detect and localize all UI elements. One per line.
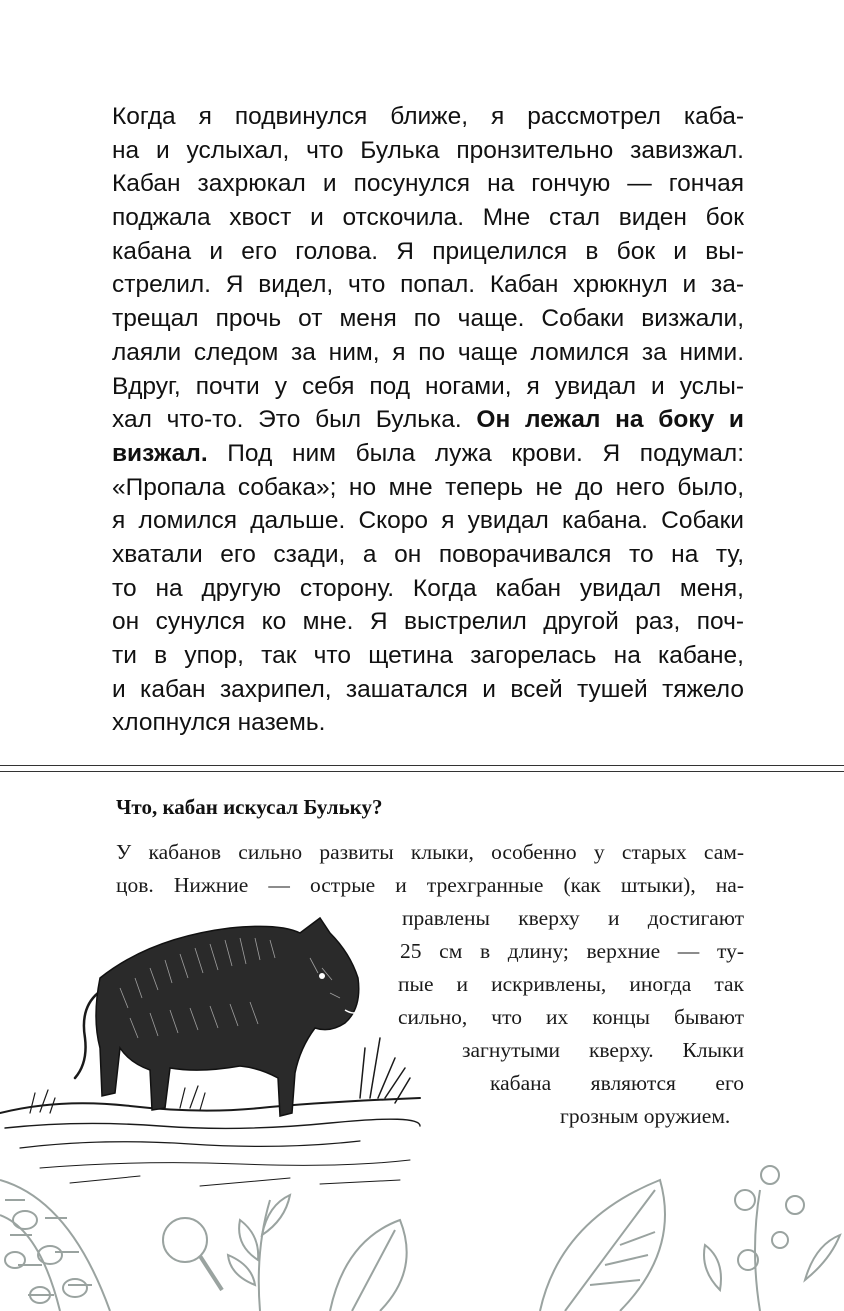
story-line: то на другую сторону. Когда кабан увидал меня, [112, 574, 744, 602]
info-line: загнутыми кверху. Клыки [462, 1038, 744, 1062]
story-line: поджала хвост и отскочила. Мне стал виден бок [112, 204, 744, 232]
boar-eye [319, 973, 325, 979]
info-line: пые и искривлены, иногда так [398, 972, 744, 996]
story-line: на и услыхал, что Булька пронзительно завизжал. [112, 136, 744, 164]
story-bold-fragment: Он лежал на боку и [476, 406, 744, 434]
story-line: и кабан захрипел, зашатался и всей тушей тяжело [112, 675, 744, 703]
divider-line-top [0, 765, 844, 766]
story-line: Когда я подвинулся ближе, я рассмотрел каба- [112, 103, 744, 130]
info-line: грозным оружием. [560, 1104, 731, 1128]
info-line: У кабанов сильно развиты клыки, особенно у старых сам- [116, 840, 744, 864]
boar-illustration [0, 898, 430, 1198]
botanical-ornament [0, 1160, 844, 1311]
story-line: Кабан захрюкал и посунулся на гончую — гончая [112, 170, 744, 198]
info-line: кабана являются его [490, 1071, 744, 1095]
story-line [112, 403, 744, 437]
story-line: Вдруг, почти у себя под ногами, я увидал и услы- [112, 372, 744, 400]
story-line: я ломился дальше. Скоро я увидал кабана. Собаки [112, 507, 744, 535]
divider-line-bottom [0, 771, 844, 772]
story-line [112, 437, 744, 471]
info-line: цов. Нижние — острые и трехгранные (как штыки), на- [116, 873, 744, 897]
story-line: хватали его сзади, а он поворачивался то на ту, [112, 540, 744, 568]
info-line: 25 см в длину; верхние — ту- [400, 939, 744, 963]
story-line: лаяли следом за ним, я по чаще ломился за ними. [112, 338, 744, 366]
story-text-fragment: Под ним была лужа крови. Я подумал: [207, 439, 744, 467]
main-story-text [112, 100, 744, 740]
info-line: правлены кверху и достигают [402, 906, 744, 930]
info-line: сильно, что их концы бывают [398, 1005, 744, 1029]
story-line: стрелил. Я видел, что попал. Кабан хрюкнул и за- [112, 271, 744, 299]
story-text-fragment: хал что-то. Это был Булька. [112, 406, 477, 434]
info-box-heading: Что, кабан искусал Бульку? [116, 795, 383, 819]
story-bold-fragment: визжал. [112, 439, 208, 467]
story-line: он сунулся ко мне. Я выстрелил другой раз, поч- [112, 608, 744, 636]
story-line: «Пропала собака»; но мне теперь не до него было, [112, 473, 744, 501]
story-line: трещал прочь от меня по чаще. Собаки визжали, [112, 305, 744, 333]
story-line: хлопнулся наземь. [112, 709, 326, 737]
story-line: кабана и его голова. Я прицелился в бок и вы- [112, 237, 744, 265]
story-line: ти в упор, так что щетина загорелась на кабане, [112, 642, 744, 669]
